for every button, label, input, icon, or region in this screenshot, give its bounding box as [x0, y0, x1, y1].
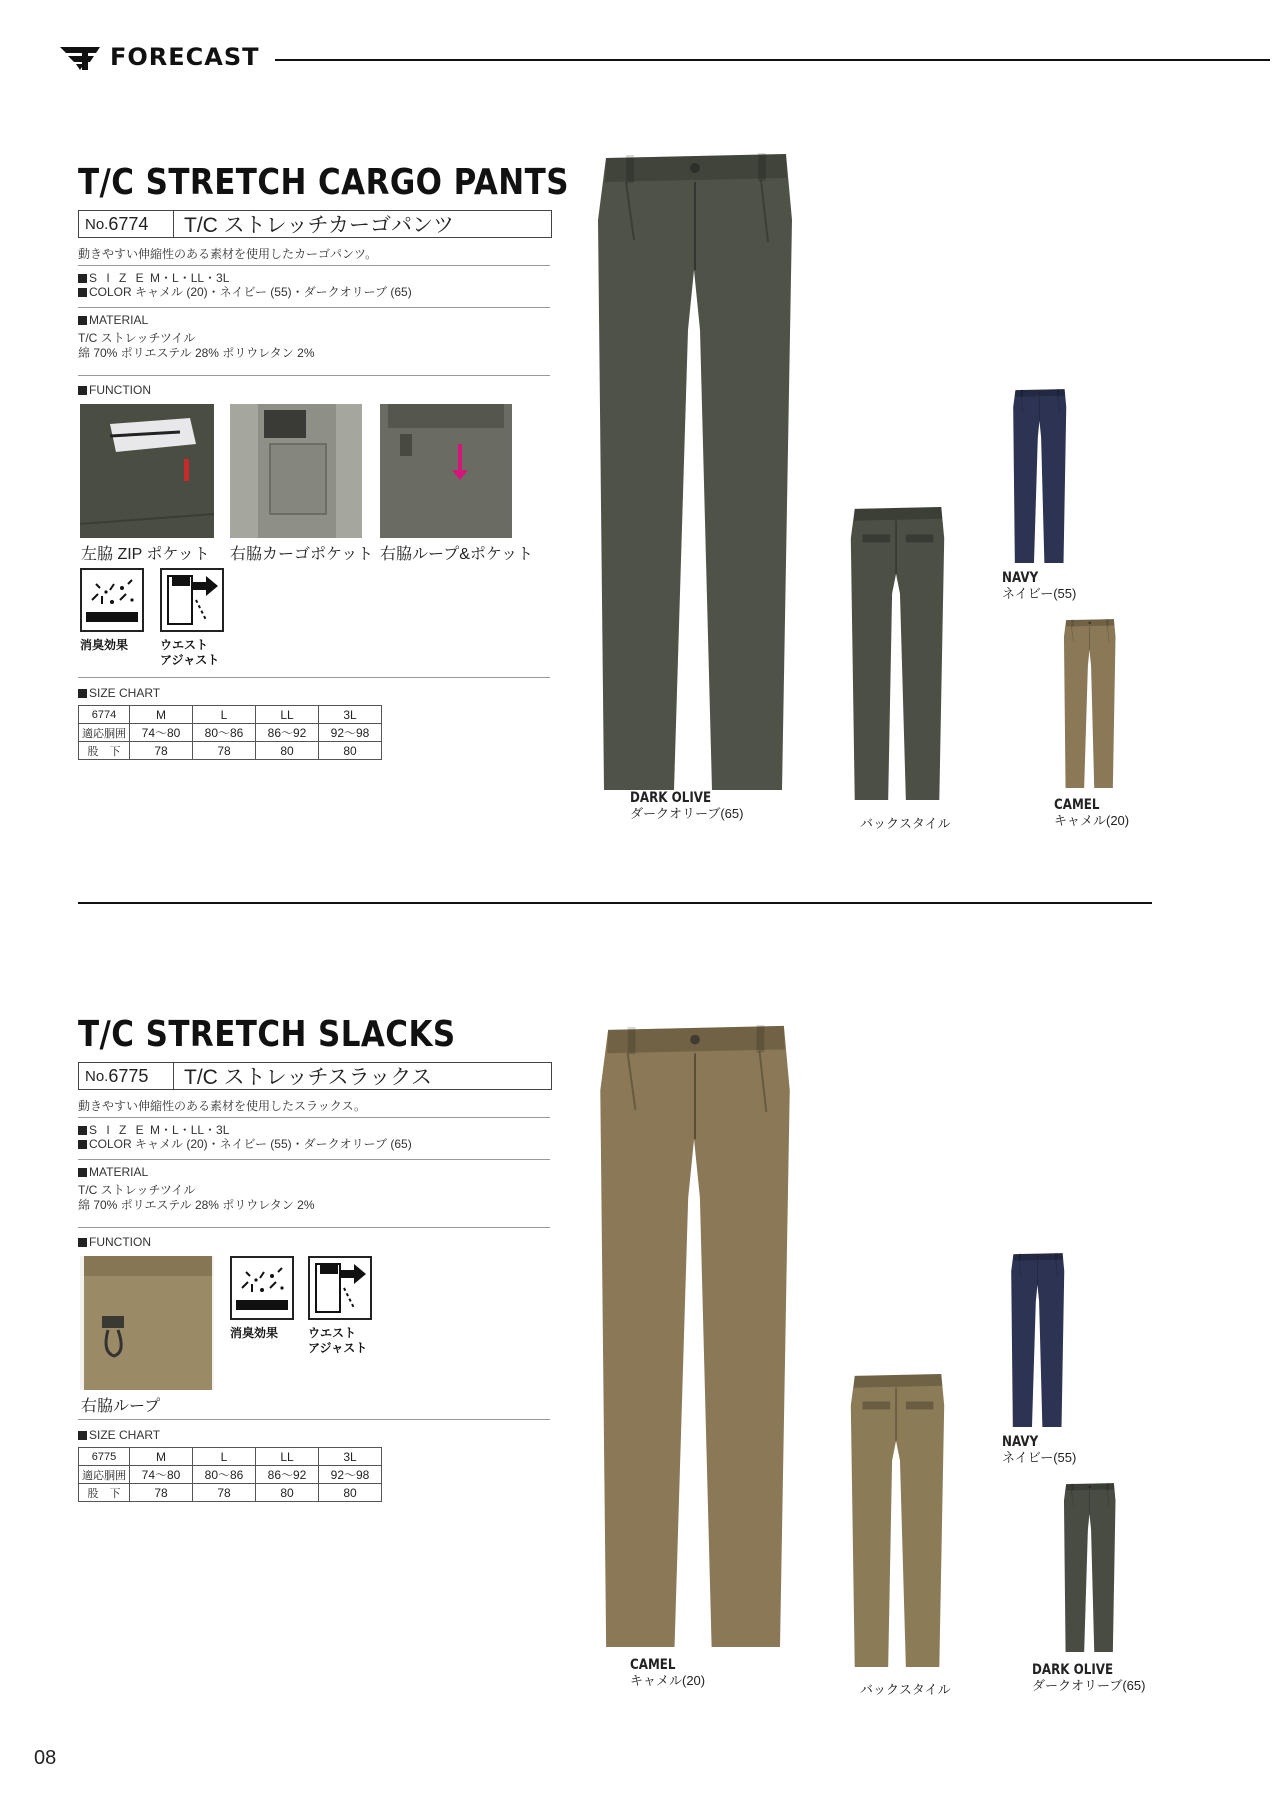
table-row: [79, 706, 382, 724]
table-row: [79, 1484, 382, 1502]
size-line-label: S I Z E: [78, 271, 147, 285]
color-line: COLOR キャメル (20)・ネイビー (55)・ダークオリーブ (65): [78, 284, 412, 300]
product-description: 動きやすい伸縮性のある素材を使用したカーゴパンツ。: [78, 247, 378, 261]
divider: [78, 1117, 550, 1118]
table-cell: 92～98: [319, 724, 382, 742]
function-photo-loop: [80, 1256, 214, 1390]
table-cell: 86～92: [256, 724, 319, 742]
pant-image-navy: [1006, 388, 1074, 563]
function-caption: 左脇 ZIP ポケット: [81, 546, 210, 563]
material-fabric: T/C ストレッチツイル: [78, 331, 196, 345]
material-fabric: T/C ストレッチツイル: [78, 1183, 196, 1197]
function-caption: 右脇ループ&ポケット: [380, 546, 534, 563]
material-heading: MATERIAL: [78, 1164, 148, 1180]
divider: [78, 1419, 550, 1420]
function-caption: 右脇カーゴポケット: [230, 546, 374, 563]
deodorize-icon: [80, 568, 144, 632]
size-line-value: M・L・LL・3L: [150, 271, 230, 285]
table-cell: 78: [193, 742, 256, 760]
pant-image-navy: [1004, 1252, 1072, 1427]
function-heading: FUNCTION: [78, 382, 151, 398]
size-chart-table: [78, 705, 382, 760]
table-cell: 78: [130, 742, 193, 760]
icon-label: 消臭効果: [230, 1326, 279, 1340]
table-cell: M: [130, 706, 193, 724]
function-heading: FUNCTION: [78, 1234, 151, 1250]
pant-label-jp: ネイビー(55): [1002, 586, 1077, 601]
function-caption: 右脇ループ: [81, 1398, 161, 1415]
divider: [78, 1159, 550, 1160]
pant-image-back: [848, 1372, 948, 1667]
table-cell: 80～86: [193, 724, 256, 742]
table-row: [79, 1448, 382, 1466]
waist-adjust-icon: [308, 1256, 372, 1320]
brand-logo: [60, 42, 260, 72]
pant-image-small: [1058, 618, 1122, 788]
pant-label-en: DARK OLIVE: [1032, 1662, 1114, 1678]
pant-label-small: [1054, 797, 1129, 829]
table-cell: LL: [256, 1448, 319, 1466]
table-row: [79, 1466, 382, 1484]
pant-label-jp: ネイビー(55): [1002, 1450, 1077, 1465]
pant-label-back: バックスタイル: [860, 816, 951, 831]
size-chart-table: [78, 1447, 382, 1502]
table-cell: 適応胴囲: [79, 724, 130, 742]
table-cell: 74～80: [130, 724, 193, 742]
product-number-box: [78, 1062, 552, 1090]
section-divider: [78, 902, 1152, 904]
product-name-jp: T/C ストレッチカーゴパンツ: [184, 214, 455, 237]
pant-image-main: [596, 1022, 796, 1647]
product-title: T/C STRETCH SLACKS: [78, 1014, 456, 1055]
function-photo-zip-pocket: [80, 404, 214, 538]
deodorize-icon: [230, 1256, 294, 1320]
divider: [78, 375, 550, 376]
size-chart-heading: SIZE CHART: [78, 1427, 160, 1443]
product-number-value: 6774: [108, 213, 149, 234]
color-line: COLOR キャメル (20)・ネイビー (55)・ダークオリーブ (65): [78, 1136, 412, 1152]
brand-name: FORECAST: [110, 43, 260, 71]
table-cell: 92～98: [319, 1466, 382, 1484]
divider: [78, 677, 550, 678]
icon-label: 消臭効果: [80, 638, 129, 652]
pant-label-jp: ダークオリーブ(65): [630, 806, 744, 821]
pant-image-small: [1058, 1482, 1122, 1652]
size-line-label: S I Z E: [78, 1123, 147, 1137]
table-cell: 78: [193, 1484, 256, 1502]
table-cell: M: [130, 1448, 193, 1466]
pant-label-back: バックスタイル: [860, 1682, 951, 1697]
waist-adjust-icon: [160, 568, 224, 632]
table-cell: 6775: [79, 1448, 130, 1466]
material-heading: MATERIAL: [78, 312, 148, 328]
material-composition: 綿 70% ポリエステル 28% ポリウレタン 2%: [78, 1198, 315, 1212]
pant-image-main: [596, 150, 796, 790]
table-cell: 3L: [319, 1448, 382, 1466]
table-row: [79, 742, 382, 760]
table-cell: L: [193, 1448, 256, 1466]
product-name-jp: T/C ストレッチスラックス: [184, 1066, 432, 1089]
header-rule: [275, 59, 1270, 61]
function-photo-cargo-pocket: [230, 404, 362, 538]
table-cell: 3L: [319, 706, 382, 724]
divider: [78, 307, 550, 308]
table-cell: 80: [319, 1484, 382, 1502]
pant-label-navy: [1002, 570, 1076, 602]
table-cell: 6774: [79, 706, 130, 724]
pant-label-en: CAMEL: [630, 1657, 676, 1673]
size-chart-heading: SIZE CHART: [78, 685, 160, 701]
page-number: 08: [34, 1747, 57, 1769]
table-cell: 86～92: [256, 1466, 319, 1484]
product-title: T/C STRETCH CARGO PANTS: [78, 162, 569, 203]
table-cell: 74～80: [130, 1466, 193, 1484]
table-cell: 80: [319, 742, 382, 760]
forecast-logo-icon: [60, 44, 104, 70]
pant-label-jp: キャメル(20): [1054, 813, 1130, 828]
table-cell: 80～86: [193, 1466, 256, 1484]
product-number-box: [78, 210, 552, 238]
icon-label: ウエスト アジャスト: [308, 1326, 368, 1355]
pant-label-main: [630, 790, 743, 822]
product-number-prefix: No.: [85, 1067, 109, 1085]
pant-image-back: [848, 505, 948, 800]
pant-label-en: DARK OLIVE: [630, 790, 712, 806]
divider: [78, 265, 550, 266]
table-cell: 股 下: [79, 1484, 130, 1502]
product-number-value: 6775: [108, 1065, 149, 1086]
pant-label-jp: ダークオリーブ(65): [1032, 1678, 1146, 1693]
function-photo-loop-pocket: [380, 404, 512, 538]
pant-label-en: NAVY: [1002, 570, 1039, 586]
table-cell: 80: [256, 1484, 319, 1502]
pant-label-en: CAMEL: [1054, 797, 1100, 813]
product-number-prefix: No.: [85, 215, 109, 233]
table-cell: 股 下: [79, 742, 130, 760]
table-row: [79, 724, 382, 742]
table-cell: L: [193, 706, 256, 724]
pant-label-small: [1032, 1662, 1145, 1694]
table-cell: 適応胴囲: [79, 1466, 130, 1484]
pant-label-navy: [1002, 1434, 1076, 1466]
pant-label-jp: キャメル(20): [630, 1673, 706, 1688]
table-cell: LL: [256, 706, 319, 724]
size-line-value: M・L・LL・3L: [150, 1123, 230, 1137]
pant-label-main: [630, 1657, 705, 1689]
product-number: [79, 211, 174, 237]
icon-label: ウエスト アジャスト: [160, 638, 220, 667]
material-composition: 綿 70% ポリエステル 28% ポリウレタン 2%: [78, 346, 315, 360]
table-cell: 80: [256, 742, 319, 760]
table-cell: 78: [130, 1484, 193, 1502]
pant-label-en: NAVY: [1002, 1434, 1039, 1450]
product-number: [79, 1063, 174, 1089]
product-description: 動きやすい伸縮性のある素材を使用したスラックス。: [78, 1099, 367, 1113]
divider: [78, 1227, 550, 1228]
